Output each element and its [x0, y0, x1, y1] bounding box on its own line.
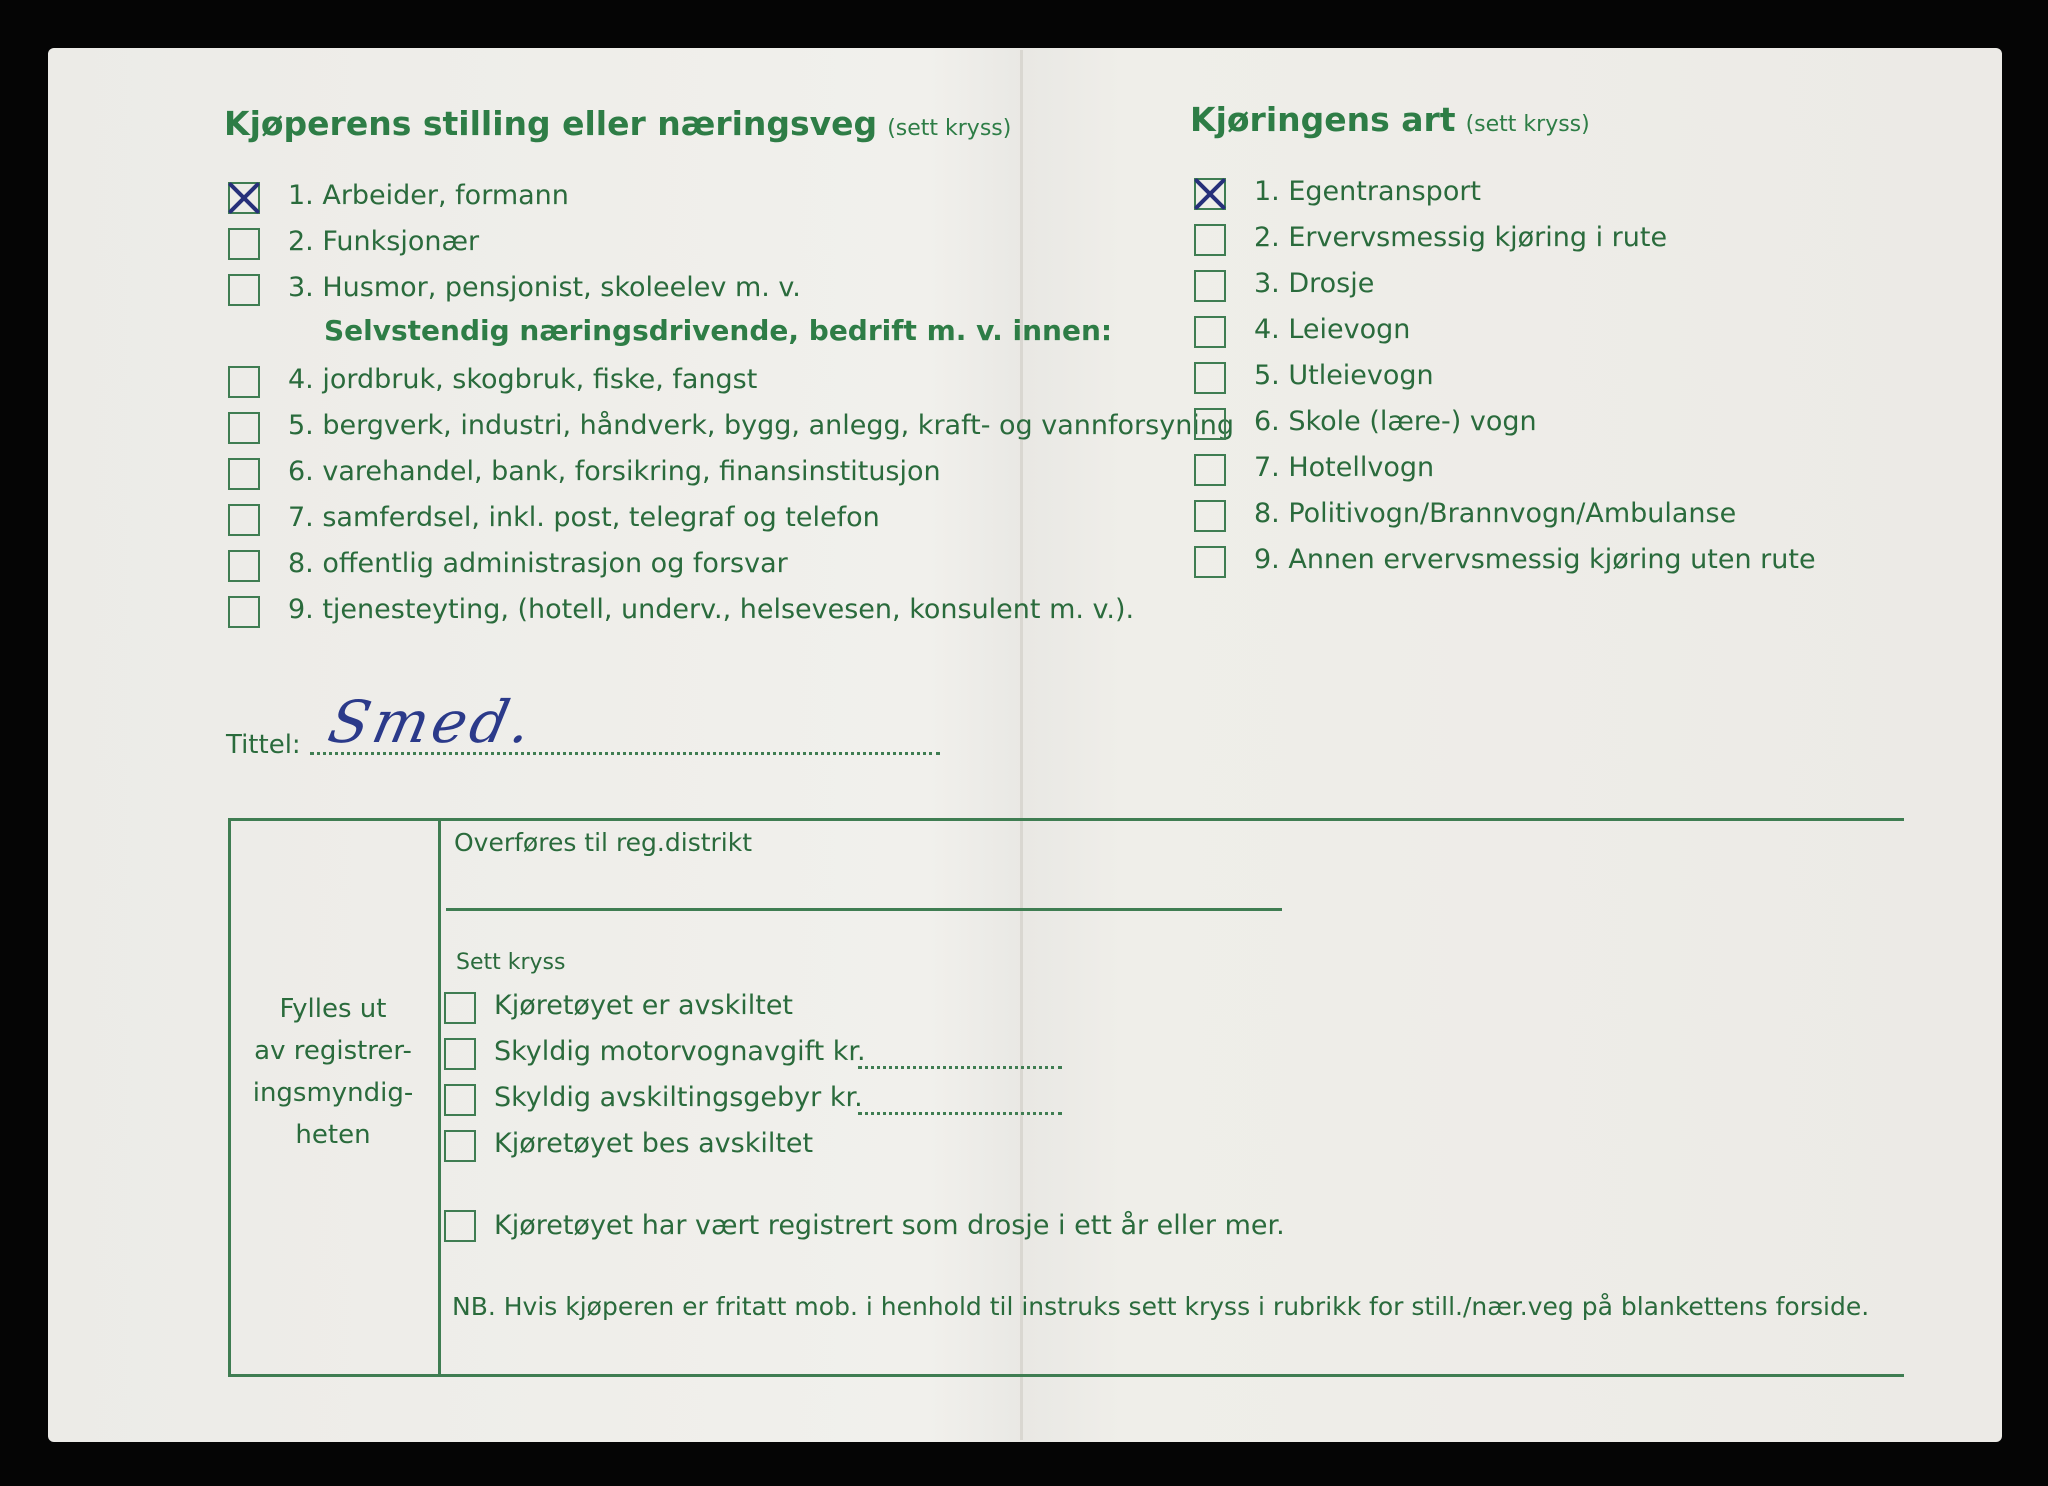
driving-type-item-label: 3. Drosje [1254, 268, 1375, 299]
occupation-item-checkbox[interactable] [228, 504, 260, 536]
driving-type-item-checkbox[interactable] [1194, 270, 1226, 302]
side-label-line: ingsmyndig- [252, 1078, 414, 1108]
registry-check-amount-line[interactable] [858, 1112, 1062, 1115]
occupation-item-label: 7. samferdsel, inkl. post, telegraf og telefon [288, 502, 880, 533]
registry-check-checkbox[interactable] [444, 1130, 476, 1162]
driving-type-item-checkbox[interactable] [1194, 500, 1226, 532]
occupation-item-checkbox[interactable] [228, 550, 260, 582]
occupation-item-label: 6. varehandel, bank, forsikring, finansinstitusjon [288, 456, 941, 487]
registry-check-label: Skyldig motorvognavgift kr. [494, 1036, 866, 1067]
driving-type-item-checkbox[interactable] [1194, 316, 1226, 348]
buyer-occupation-title: Kjøperens stilling eller næringsveg [224, 104, 878, 143]
registry-check-label: Kjøretøyet bes avskiltet [494, 1128, 814, 1159]
occupation-item-checkbox[interactable] [228, 274, 260, 306]
driving-type-title: Kjøringens art [1190, 100, 1456, 139]
registry-check-amount-line[interactable] [858, 1066, 1062, 1069]
occupation-item-label: 5. bergverk, industri, håndverk, bygg, anlegg, kraft- og vannforsyning [288, 410, 1235, 441]
driving-type-item-checkbox[interactable] [1194, 454, 1226, 486]
transfer-district-label: Overføres til reg.distrikt [454, 828, 753, 857]
driving-type-item-label: 6. Skole (lære-) vogn [1254, 406, 1537, 437]
side-label-line: av registrer- [254, 1036, 412, 1066]
occupation-item-label: 1. Arbeider, formann [288, 180, 569, 211]
driving-type-item-checkbox[interactable] [1194, 408, 1226, 440]
occupation-item-label: 3. Husmor, pensjonist, skoleelev m. v. [288, 272, 801, 303]
driving-type-item-label: 5. Utleievogn [1254, 360, 1434, 391]
driving-type-item-checkbox[interactable] [1194, 362, 1226, 394]
driving-type-item-checkbox[interactable] [1194, 178, 1226, 210]
driving-type-item-label: 4. Leievogn [1254, 314, 1411, 345]
driving-type-heading [1190, 100, 1590, 139]
registry-check-checkbox[interactable] [444, 992, 476, 1024]
buyer-occupation-heading [224, 104, 1011, 143]
registry-check-checkbox[interactable] [444, 1038, 476, 1070]
driving-type-item-label: 9. Annen ervervsmessig kjøring uten rute [1254, 544, 1816, 575]
registry-box-bottom-border [228, 1374, 1904, 1377]
occupation-item-checkbox[interactable] [228, 182, 260, 214]
occupation-item-checkbox[interactable] [228, 458, 260, 490]
tittel-label: Tittel: [226, 730, 301, 760]
driving-type-item-label: 1. Egentransport [1254, 176, 1482, 207]
driving-type-item-label: 7. Hotellvogn [1254, 452, 1435, 483]
occupation-item-checkbox[interactable] [228, 596, 260, 628]
tittel-value[interactable]: Smed. [322, 688, 542, 756]
driving-type-item-label: 2. Ervervsmessig kjøring i rute [1254, 222, 1668, 253]
registry-box-top-border [228, 818, 1904, 821]
sett-kryss-label: Sett kryss [456, 950, 566, 975]
self-employed-subheading: Selvstendig næringsdrivende, bedrift m. v. innen: [324, 314, 1113, 347]
occupation-item-label: 2. Funksjonær [288, 226, 480, 257]
occupation-item-label: 9. tjenesteyting, (hotell, underv., helsevesen, konsulent m. v.). [288, 594, 1135, 625]
side-label-line: heten [295, 1120, 371, 1150]
registry-check-label: Skyldig avskiltingsgebyr kr. [494, 1082, 863, 1113]
occupation-item-label: 8. offentlig administrasjon og forsvar [288, 548, 788, 579]
occupation-item-checkbox[interactable] [228, 366, 260, 398]
transfer-district-line[interactable] [446, 908, 1282, 911]
drosje-checkbox[interactable] [444, 1210, 476, 1242]
driving-type-item-checkbox[interactable] [1194, 224, 1226, 256]
side-label-line: Fylles ut [279, 994, 387, 1024]
registry-check-checkbox[interactable] [444, 1084, 476, 1116]
driving-type-item-label: 8. Politivogn/Brannvogn/Ambulanse [1254, 498, 1737, 529]
occupation-item-checkbox[interactable] [228, 228, 260, 260]
occupation-item-checkbox[interactable] [228, 412, 260, 444]
drosje-check-label: Kjøretøyet har vært registrert som drosje i ett år eller mer. [494, 1210, 1285, 1241]
driving-type-note: (sett kryss) [1465, 112, 1590, 137]
registry-box-left-border [228, 818, 231, 1376]
occupation-item-label: 4. jordbruk, skogbruk, fiske, fangst [288, 364, 758, 395]
driving-type-item-checkbox[interactable] [1194, 546, 1226, 578]
nb-note: NB. Hvis kjøperen er fritatt mob. i henhold til instruks sett kryss i rubrikk for still./nær.veg på blankettens forside. [452, 1292, 1870, 1321]
registry-side-label [238, 988, 428, 1156]
registry-check-label: Kjøretøyet er avskiltet [494, 990, 794, 1021]
buyer-occupation-note: (sett kryss) [887, 116, 1012, 141]
registry-box-divider [438, 818, 441, 1376]
